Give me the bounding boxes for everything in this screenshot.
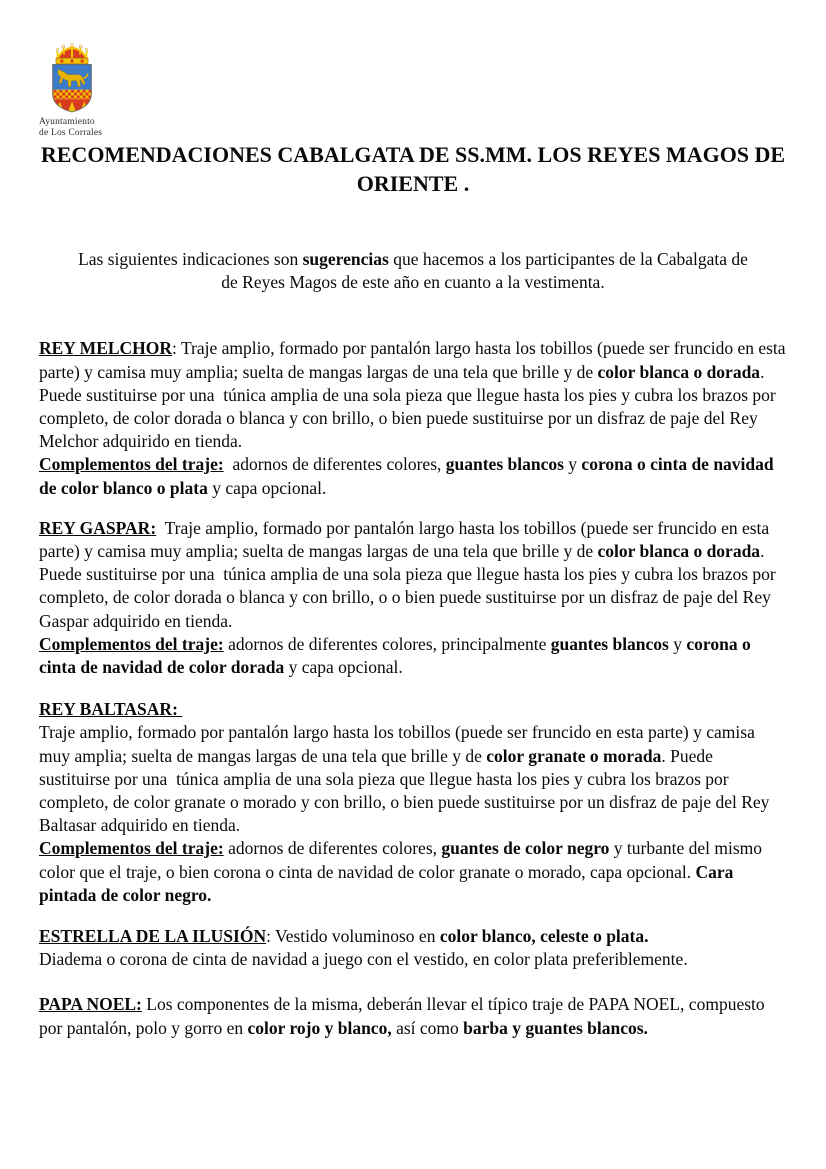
emphasis-text: guantes blancos [550, 633, 669, 654]
body-text: Traje amplio, formado por pantalón largo hasta los tobillos (puede ser fruncido en esta parte) y camisa muy amplia; suelta de mangas largas de una tela que brille y de [39, 517, 774, 562]
emphasis-text: color granate o morada [486, 745, 662, 766]
body-text: de Reyes Magos de este año en cuanto a la vestimenta. [221, 272, 605, 293]
body-text: y turbante del mismo color que el traje, o bien corona o cinta de navidad de color granate o morado, capa opcional. [39, 838, 767, 882]
paragraph [39, 271, 787, 294]
paragraph [39, 925, 787, 948]
paragraph [39, 993, 787, 1039]
section-intro [39, 248, 787, 294]
document-title: RECOMENDACIONES CABALGATA DE SS.MM. LOS REYES MAGOS DE ORIENTE . [40, 142, 786, 196]
body-text: Las siguientes indicaciones son [78, 249, 303, 269]
body-text: así como [391, 1017, 464, 1038]
body-text: y [668, 633, 687, 654]
emphasis-text: color rojo y blanco, [247, 1017, 392, 1038]
paragraph [39, 337, 790, 453]
emphasis-text: barba y guantes blancos. [463, 1017, 648, 1038]
paragraph [39, 721, 787, 837]
heading-text: Complementos del traje: [39, 633, 224, 654]
body-text: y capa opcional. [207, 477, 327, 498]
body-text: : Traje amplio, formado por pantalón largo hasta los tobillos (puede ser fruncido en esta parte) y camisa muy amplia; suelta de mangas largas de una tela que brille y de [39, 338, 790, 382]
paragraph [39, 453, 787, 499]
section-rey-baltasar [39, 698, 787, 907]
emphasis-text: corona o cinta de navidad de color dorada [39, 633, 756, 678]
heading-text: REY MELCHOR [39, 338, 173, 359]
emphasis-text: guantes de color negro [441, 838, 610, 859]
body-text: . Puede sustituirse por una túnica amplia de una sola pieza que llegue hasta los pies y cubra los brazos por completo, de color dorada o blanca y con brillo, o o bien puede sustituirse por un disfraz de paje del Rey Gaspar adquirido en tienda. [39, 541, 781, 631]
body-text: adornos de diferentes colores, [223, 838, 442, 859]
section-papa-noel [39, 993, 787, 1039]
heading-text: ESTRELLA DE LA ILUSIÓN [39, 926, 267, 947]
body-text: adornos de diferentes colores, [223, 454, 446, 475]
logo-caption [39, 117, 129, 139]
emphasis-text: Cara pintada de color negro. [39, 861, 738, 905]
paragraph [39, 698, 787, 721]
body-text: y [563, 454, 582, 475]
paragraph [39, 948, 787, 971]
body-text: Los componentes de la misma, deberán llevar el típico traje de PAPA NOEL, compuesto por pantalón, polo y gorro en [39, 994, 770, 1038]
body-text: adornos de diferentes colores, principalmente [223, 633, 551, 654]
logo [39, 43, 129, 139]
emphasis-text: guantes blancos [445, 454, 564, 475]
body-text: Traje amplio, formado por pantalón largo hasta los tobillos (puede ser fruncido en esta parte) y camisa muy amplia; suelta de mangas largas de una tela que brille y de [39, 722, 760, 766]
body-text: . Puede sustituirse por una túnica amplia de una sola pieza que llegue hasta los pies y cubra los brazos por completo, de color granate o morado y con brillo, o bien puede sustituirse por un disfraz de paje del Rey Baltasar adquirido en tienda. [39, 745, 774, 836]
paragraph [39, 633, 787, 679]
emphasis-text: color blanca o dorada [597, 361, 761, 382]
coat-of-arms-icon [44, 43, 100, 113]
paragraph [39, 837, 787, 907]
heading-text: PAPA NOEL: [39, 994, 142, 1015]
emphasis-text: color blanca o dorada [597, 541, 761, 562]
paragraph [39, 248, 787, 271]
section-rey-gaspar [39, 517, 787, 679]
body-text: Diadema o corona de cinta de navidad a juego con el vestido, en color plata preferiblemente. [39, 949, 688, 970]
emphasis-text: color blanco, celeste o plata. [439, 926, 649, 947]
logo-caption-line1: Ayuntamiento [39, 117, 95, 127]
emphasis-text: corona o cinta de navidad de color blanco o plata [39, 454, 778, 498]
body-text: y capa opcional. [284, 657, 403, 678]
crown-icon [56, 44, 88, 64]
heading-text: Complementos del traje: [39, 454, 224, 475]
emphasis-text: sugerencias [302, 249, 389, 269]
body-text: que hacemos a los participantes de la Cabalgata de [388, 249, 748, 269]
document-sections [39, 248, 790, 1040]
heading-text: Complementos del traje: [39, 838, 224, 859]
logo-caption-line2: de Los Corrales [39, 128, 103, 138]
paragraph [39, 517, 787, 633]
heading-text: REY BALTASAR: [39, 699, 183, 720]
body-text: . Puede sustituirse por una túnica amplia de una sola pieza que llegue hasta los pies y cubra los brazos por completo, de color dorada o blanca y con brillo, o bien puede sustituirse por un disfraz de paje del Rey Melchor adquirido en tienda. [39, 361, 781, 452]
body-text: : Vestido voluminoso en [266, 926, 440, 947]
section-rey-melchor [39, 337, 790, 499]
heading-text: REY GASPAR: [39, 517, 157, 538]
section-estrella-de-la-ilusion [39, 925, 787, 971]
